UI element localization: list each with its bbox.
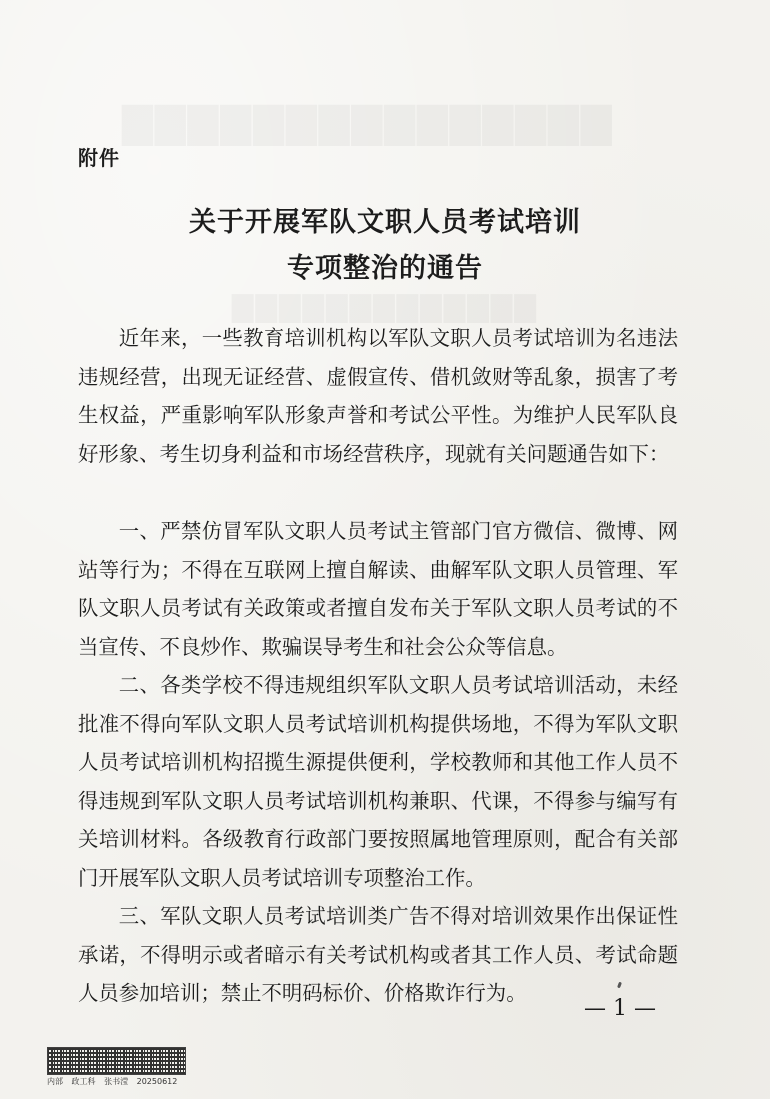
paragraph-item-3: 三、军队文职人员考试培训类广告不得对培训效果作出保证性承诺，不得明示或者暗示有关考试机构或者其工作人员、考试命题人员参加培训；禁止不明码标价、价格欺诈行为。 [78, 904, 678, 1005]
bleed-through-text: ▇▇▇▇▇▇▇▇▇▇▇▇▇ [230, 290, 536, 323]
document-title-line-2: 专项整治的通告 [287, 253, 483, 284]
paragraph-intro: 近年来，一些教育培训机构以军队文职人员考试培训为名违法违规经营，出现无证经营、虚假宣传、借机敛财等乱象，损害了考生权益，严重影响军队形象声誉和考试公平性。为维护人民军队良好形象、考生切身利益和市场经营秩序，现就有关问题通告如下： [78, 326, 678, 466]
attachment-label: 附件 [78, 146, 120, 170]
page-number: — 1 — [584, 996, 656, 1021]
barcode-caption: 内部 政工科 张书滢 20250612 [47, 1077, 178, 1086]
bleed-through-text: ▇▇▇▇▇▇▇▇▇▇▇▇▇▇▇ [120, 100, 612, 146]
document-title-line-1: 关于开展军队文职人员考试培训 [189, 207, 581, 238]
paragraph-item-2: 二、各类学校不得违规组织军队文职人员考试培训活动，未经批准不得向军队文职人员考试培训机构提供场地，不得为军队文职人员考试培训机构招揽生源提供便利，学校教师和其他工作人员不得违规到军队文职人员考试培训机构兼职、代课，不得参与编写有关培训材料。各级教育行政部门要按照属地管理原则，配合有关部门开展军队文职人员考试培训专项整治工作。 [78, 673, 678, 890]
paragraph-item-1: 一、严禁仿冒军队文职人员考试主管部门官方微信、微博、网站等行为；不得在互联网上擅自解读、曲解军队文职人员管理、军队文职人员考试有关政策或者擅自发布关于军队文职人员考试的不当宣传、不良炒作、欺骗误导考生和社会公众等信息。 [78, 519, 678, 659]
document-body [78, 319, 678, 1013]
barcode-image [47, 1047, 186, 1075]
